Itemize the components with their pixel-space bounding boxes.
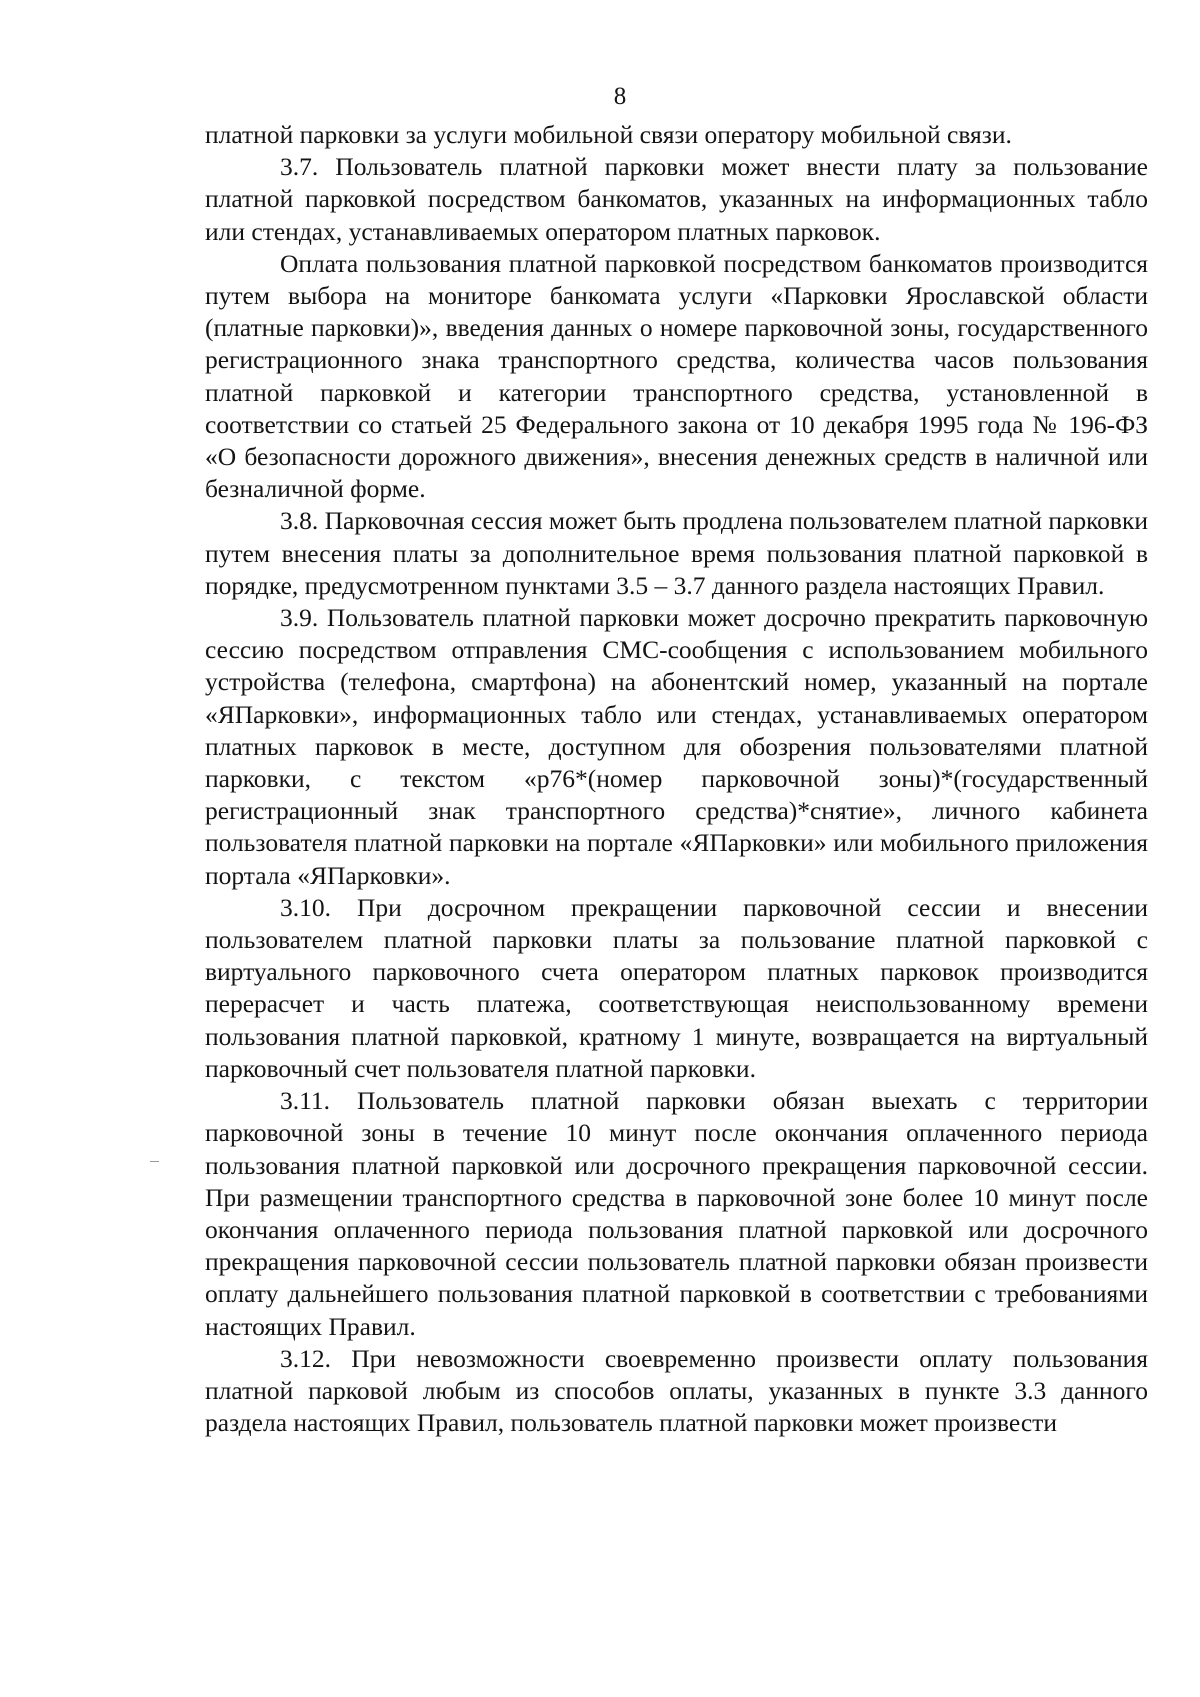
paragraph-3-9: 3.9. Пользователь платной парковки может досрочно прекратить парковочную сессию посредством отправления СМС-сообщения с использованием мобильного устройства (телефона, смартфона) на абонентский номер, указанный на портале «ЯПарковки», информационных табло или стендах, устанавливаемых оператором платных парковок в месте, доступном для обозрения пользователями платной парковки, с текстом «р76*(номер парковочной зоны)*(государственный регистрационный знак транспортного средства)*снятие», личного кабинета пользователя платной парковки на портале «ЯПарковки» или мобильного приложения портала «ЯПарковки». [205,603,1148,890]
paragraph-3-8: 3.8. Парковочная сессия может быть продлена пользователем платной парковки путем внесения платы за дополнительное время пользования платной парковкой в порядке, предусмотренном пунктами 3.5 – 3.7 данного раздела настоящих Правил. [205,506,1148,600]
page-number: 8 [613,83,627,110]
scan-margin-mark [150,1161,159,1162]
document-body [205,119,1148,1439]
paragraph-3-7: 3.7. Пользователь платной парковки может внести плату за пользование платной парковкой посредством банкоматов, указанных на информационных табло или стендах, устанавливаемых оператором платных парковок. [205,152,1148,246]
paragraph-continuation: платной парковки за услуги мобильной связи оператору мобильной связи. [205,120,1012,149]
paragraph-atm-payment: Оплата пользования платной парковкой посредством банкоматов производится путем выбора на мониторе банкомата услуги «Парковки Ярославской области (платные парковки)», введения данных о номере парковочной зоны, государственного регистрационного знака транспортного средства, количества часов пользования платной парковкой и категории транспортного средства, установленной в соответствии со статьей 25 Федерального закона от 10 декабря 1995 года № 196-ФЗ «О безопасности дорожного движения», внесения денежных средств в наличной или безналичной форме. [205,248,1148,504]
paragraph-3-11: 3.11. Пользователь платной парковки обязан выехать с территории парковочной зоны в течение 10 минут после окончания оплаченного периода пользования платной парковкой или досрочного прекращения парковочной сессии. При размещении транспортного средства в парковочной зоне более 10 минут после окончания оплаченного периода пользования платной парковкой или досрочного прекращения парковочной сессии пользователь платной парковки обязан произвести оплату дальнейшего пользования платной парковкой в соответствии с требованиями настоящих Правил. [205,1086,1148,1341]
paragraph-3-10: 3.10. При досрочном прекращении парковочной сессии и внесении пользователем платной парковки платы за пользование платной парковкой с виртуального парковочного счета оператором платных парковок производится перерасчет и часть платежа, соответствующая неиспользованному времени пользования платной парковкой, кратному 1 минуте, возвращается на виртуальный парковочный счет пользователя платной парковки. [205,892,1148,1083]
paragraph-3-12: 3.12. При невозможности своевременно произвести оплату пользования платной парковой любым из способов оплаты, указанных в пункте 3.3 данного раздела настоящих Правил, пользователь платной парковки может произвести [205,1343,1148,1438]
